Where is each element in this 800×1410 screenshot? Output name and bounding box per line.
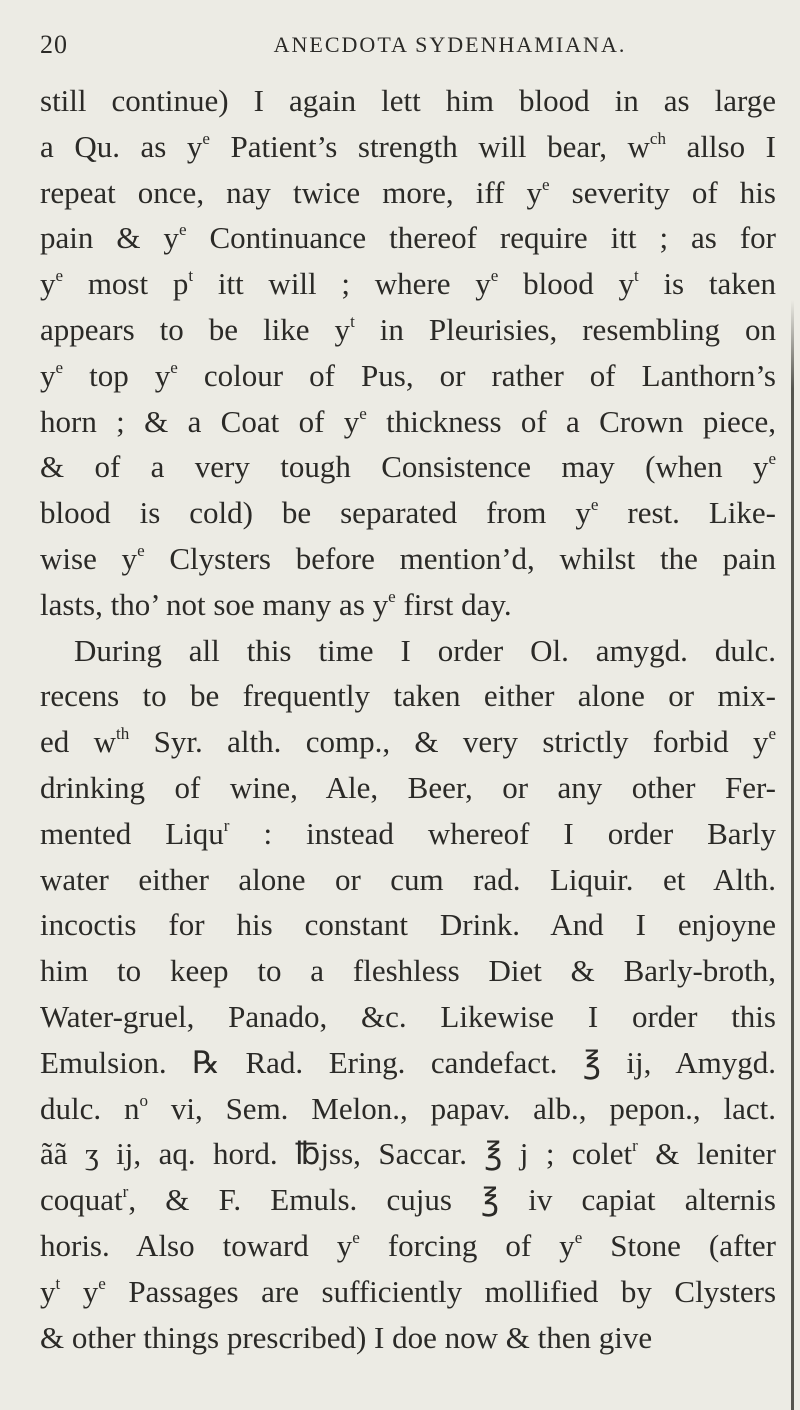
- text-run: most p: [63, 266, 189, 302]
- text-line: [40, 582, 776, 628]
- text-line: [40, 1040, 776, 1086]
- superscript: e: [388, 586, 396, 606]
- text-run: thickness of a Crown piece,: [366, 403, 776, 439]
- text-run: Water-gruel, Panado, &c. Likewise I order this: [40, 998, 776, 1034]
- superscript: r: [632, 1136, 638, 1156]
- text-run: & other things prescribed) I doe now & then give: [40, 1319, 653, 1355]
- text-run: repeat once, nay twice more, iff y: [40, 174, 543, 210]
- superscript: ch: [649, 129, 666, 149]
- text-run: horn ; & a Coat of y: [40, 403, 360, 439]
- text-run: Passages are sufficiently mollified by Clysters: [105, 1273, 777, 1309]
- superscript: e: [768, 724, 776, 744]
- text-run: incoctis for his constant Drink. And I enjoyne: [40, 907, 776, 943]
- text-run: top y: [63, 357, 171, 393]
- text-run: a Qu. as y: [40, 128, 203, 164]
- text-run: lasts, tho’ not soe many as y: [40, 586, 389, 622]
- superscript: e: [359, 403, 367, 423]
- text-run: ed w: [40, 724, 117, 760]
- text-run: wise y: [40, 540, 138, 576]
- text-line: [40, 353, 776, 399]
- text-line: [40, 673, 776, 719]
- text-run: allso I: [666, 128, 776, 164]
- text-line: [40, 399, 776, 445]
- text-run: in Pleurisies, resembling on: [354, 311, 776, 347]
- text-run: Clysters before mention’d, whilst the pain: [144, 540, 777, 576]
- page-edge-shadow: [791, 300, 794, 1410]
- body-text: [40, 78, 776, 1360]
- superscript: e: [98, 1273, 106, 1293]
- text-line: [40, 170, 776, 216]
- text-line: [40, 1131, 776, 1177]
- superscript: o: [139, 1090, 148, 1110]
- superscript: e: [178, 220, 187, 240]
- superscript: t: [633, 266, 639, 286]
- superscript: e: [170, 358, 178, 377]
- text-run: Emulsion. ℞ Rad. Ering. candefact. ℥ ij, Amygd.: [40, 1044, 776, 1080]
- text-run: rest. Like-: [598, 495, 776, 531]
- text-run: drinking of wine, Ale, Beer, or any other Fer-: [40, 769, 776, 805]
- page-number: 20: [40, 30, 68, 59]
- text-run: Syr. alth. comp., & very strictly forbid y: [129, 724, 769, 760]
- text-line: [40, 215, 776, 261]
- text-run: & of a very tough Consistence may (when y: [40, 449, 769, 485]
- text-run: , & F. Emuls. cujus ℥ iv capiat alternis: [128, 1182, 776, 1218]
- text-run: y: [40, 357, 56, 393]
- superscript: e: [137, 541, 145, 561]
- text-run: still continue) I again lett him blood in as large: [40, 83, 776, 118]
- superscript: r: [223, 815, 230, 835]
- superscript: t: [55, 1273, 61, 1293]
- superscript: e: [768, 449, 776, 469]
- text-run: is taken: [638, 266, 776, 302]
- text-line: [40, 994, 776, 1040]
- text-line: [40, 1086, 776, 1132]
- superscript: e: [55, 266, 64, 286]
- text-line: [40, 78, 776, 124]
- superscript: t: [350, 312, 355, 332]
- text-line: [40, 948, 776, 994]
- text-run: mented Liqu: [40, 815, 224, 851]
- text-run: pain & y: [40, 220, 179, 256]
- superscript: e: [542, 174, 550, 194]
- text-line: [40, 307, 776, 353]
- text-run: severity of his: [549, 174, 776, 210]
- superscript: e: [55, 358, 64, 377]
- text-run: appears to be like y: [40, 311, 351, 347]
- superscript: t: [188, 266, 194, 286]
- text-line: [40, 628, 776, 674]
- text-line: [40, 444, 776, 490]
- text-run: blood is cold) be separated from y: [40, 495, 591, 531]
- text-line: [40, 811, 776, 857]
- text-line: [40, 719, 776, 765]
- superscript: e: [202, 129, 210, 149]
- text-run: horis. Also toward y: [40, 1227, 353, 1263]
- superscript: e: [490, 266, 499, 286]
- running-head: ANECDOTA SYDENHAMIANA.: [273, 32, 627, 57]
- text-line: [40, 124, 776, 170]
- text-line: [40, 261, 776, 307]
- text-line: [40, 536, 776, 582]
- text-run: dulc. n: [40, 1090, 140, 1126]
- text-run: first day.: [395, 586, 512, 622]
- text-run: vi, Sem. Melon., papav. alb., pepon., lact.: [148, 1090, 777, 1126]
- text-run: y: [40, 1273, 56, 1309]
- text-line: [40, 857, 776, 903]
- text-run: ãã ʒ ij, aq. hord. ℔jss, Saccar. ℥ j ; colet: [40, 1136, 633, 1172]
- text-run: forcing of y: [359, 1227, 575, 1263]
- text-line: [40, 1177, 776, 1223]
- text-run: him to keep to a fleshless Diet & Barly-broth,: [40, 953, 776, 989]
- superscript: e: [352, 1228, 360, 1248]
- text-run: During all this time I order Ol. amygd. dulc.: [74, 632, 776, 668]
- text-run: Continuance thereof require itt ; as for: [186, 220, 776, 256]
- text-run: Stone (after: [582, 1227, 776, 1263]
- text-line: [40, 490, 776, 536]
- superscript: e: [574, 1228, 583, 1248]
- text-run: : instead whereof I order Barly: [229, 815, 777, 851]
- text-run: recens to be frequently taken either alone or mix-: [40, 678, 776, 714]
- superscript: e: [590, 495, 599, 515]
- page-header: [40, 22, 760, 62]
- text-line: [40, 1223, 776, 1269]
- text-run: Patient’s strength will bear, w: [209, 128, 650, 164]
- text-run: colour of Pus, or rather of Lanthorn’s: [177, 357, 776, 393]
- text-run: water either alone or cum rad. Liquir. et Alth.: [40, 861, 776, 897]
- text-line: [40, 1269, 776, 1315]
- text-run: y: [40, 266, 56, 302]
- text-line: [40, 902, 776, 948]
- superscript: r: [122, 1182, 129, 1202]
- text-run: y: [60, 1273, 99, 1309]
- text-line: [40, 1315, 776, 1361]
- text-run: & leniter: [637, 1136, 776, 1172]
- text-line: [40, 765, 776, 811]
- text-run: coquat: [40, 1182, 123, 1218]
- text-run: blood y: [498, 266, 634, 302]
- text-run: itt will ; where y: [193, 266, 491, 302]
- superscript: th: [116, 724, 130, 744]
